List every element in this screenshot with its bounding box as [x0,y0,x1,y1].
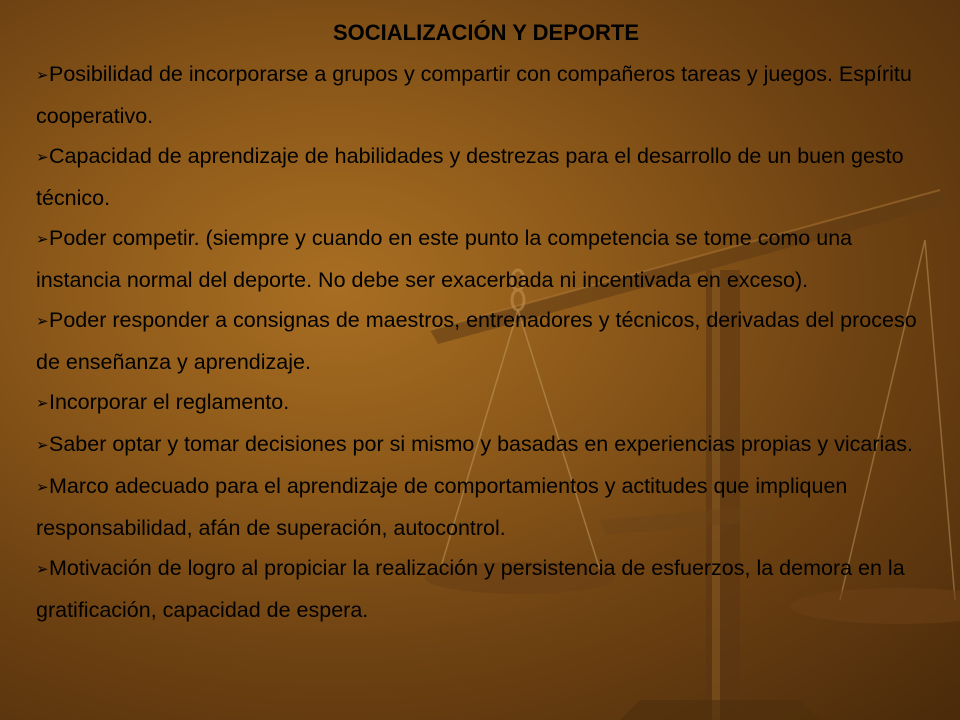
bullet-item [36,54,936,136]
arrowhead-bullet-icon: ➢ [36,149,49,166]
arrowhead-bullet-icon: ➢ [36,561,49,578]
bullet-text: Saber optar y tomar decisiones por si mismo y basadas en experiencias propias y vicarias. [49,432,913,456]
bullet-item [36,218,936,300]
bullet-text: Motivación de logro al propiciar la realización y persistencia de esfuerzos, la demora en la gratificación, capacidad de espera. [36,556,905,622]
bullet-item [36,466,936,548]
arrowhead-bullet-icon: ➢ [36,313,49,330]
arrowhead-bullet-icon: ➢ [36,395,49,412]
bullet-text: Incorporar el reglamento. [49,390,290,414]
slide-title: SOCIALIZACIÓN Y DEPORTE [332,20,639,45]
arrowhead-bullet-icon: ➢ [36,479,49,496]
bullet-item [36,424,936,466]
bullet-text: Capacidad de aprendizaje de habilidades y destrezas para el desarrollo de un buen gesto técnico. [36,144,904,210]
bullet-text: Poder competir. (siempre y cuando en este punto la competencia se tome como una instancia normal del deporte. No debe ser exacerbada ni incentivada en exceso). [36,226,853,292]
bullet-text: Poder responder a consignas de maestros, entrenadores y técnicos, derivadas del proceso de enseñanza y aprendizaje. [36,308,917,374]
slide-content [36,18,936,630]
arrowhead-bullet-icon: ➢ [36,231,49,248]
bullet-item [36,548,936,630]
bullet-item [36,136,936,218]
bullet-item [36,382,936,424]
bullet-text: Marco adecuado para el aprendizaje de comportamientos y actitudes que impliquen responsabilidad, afán de superación, autocontrol. [36,474,848,540]
arrowhead-bullet-icon: ➢ [36,437,49,454]
bullet-text: Posibilidad de incorporarse a grupos y compartir con compañeros tareas y juegos. Espíritu cooperativo. [36,62,912,128]
arrowhead-bullet-icon: ➢ [36,67,49,84]
bullet-item [36,300,936,382]
